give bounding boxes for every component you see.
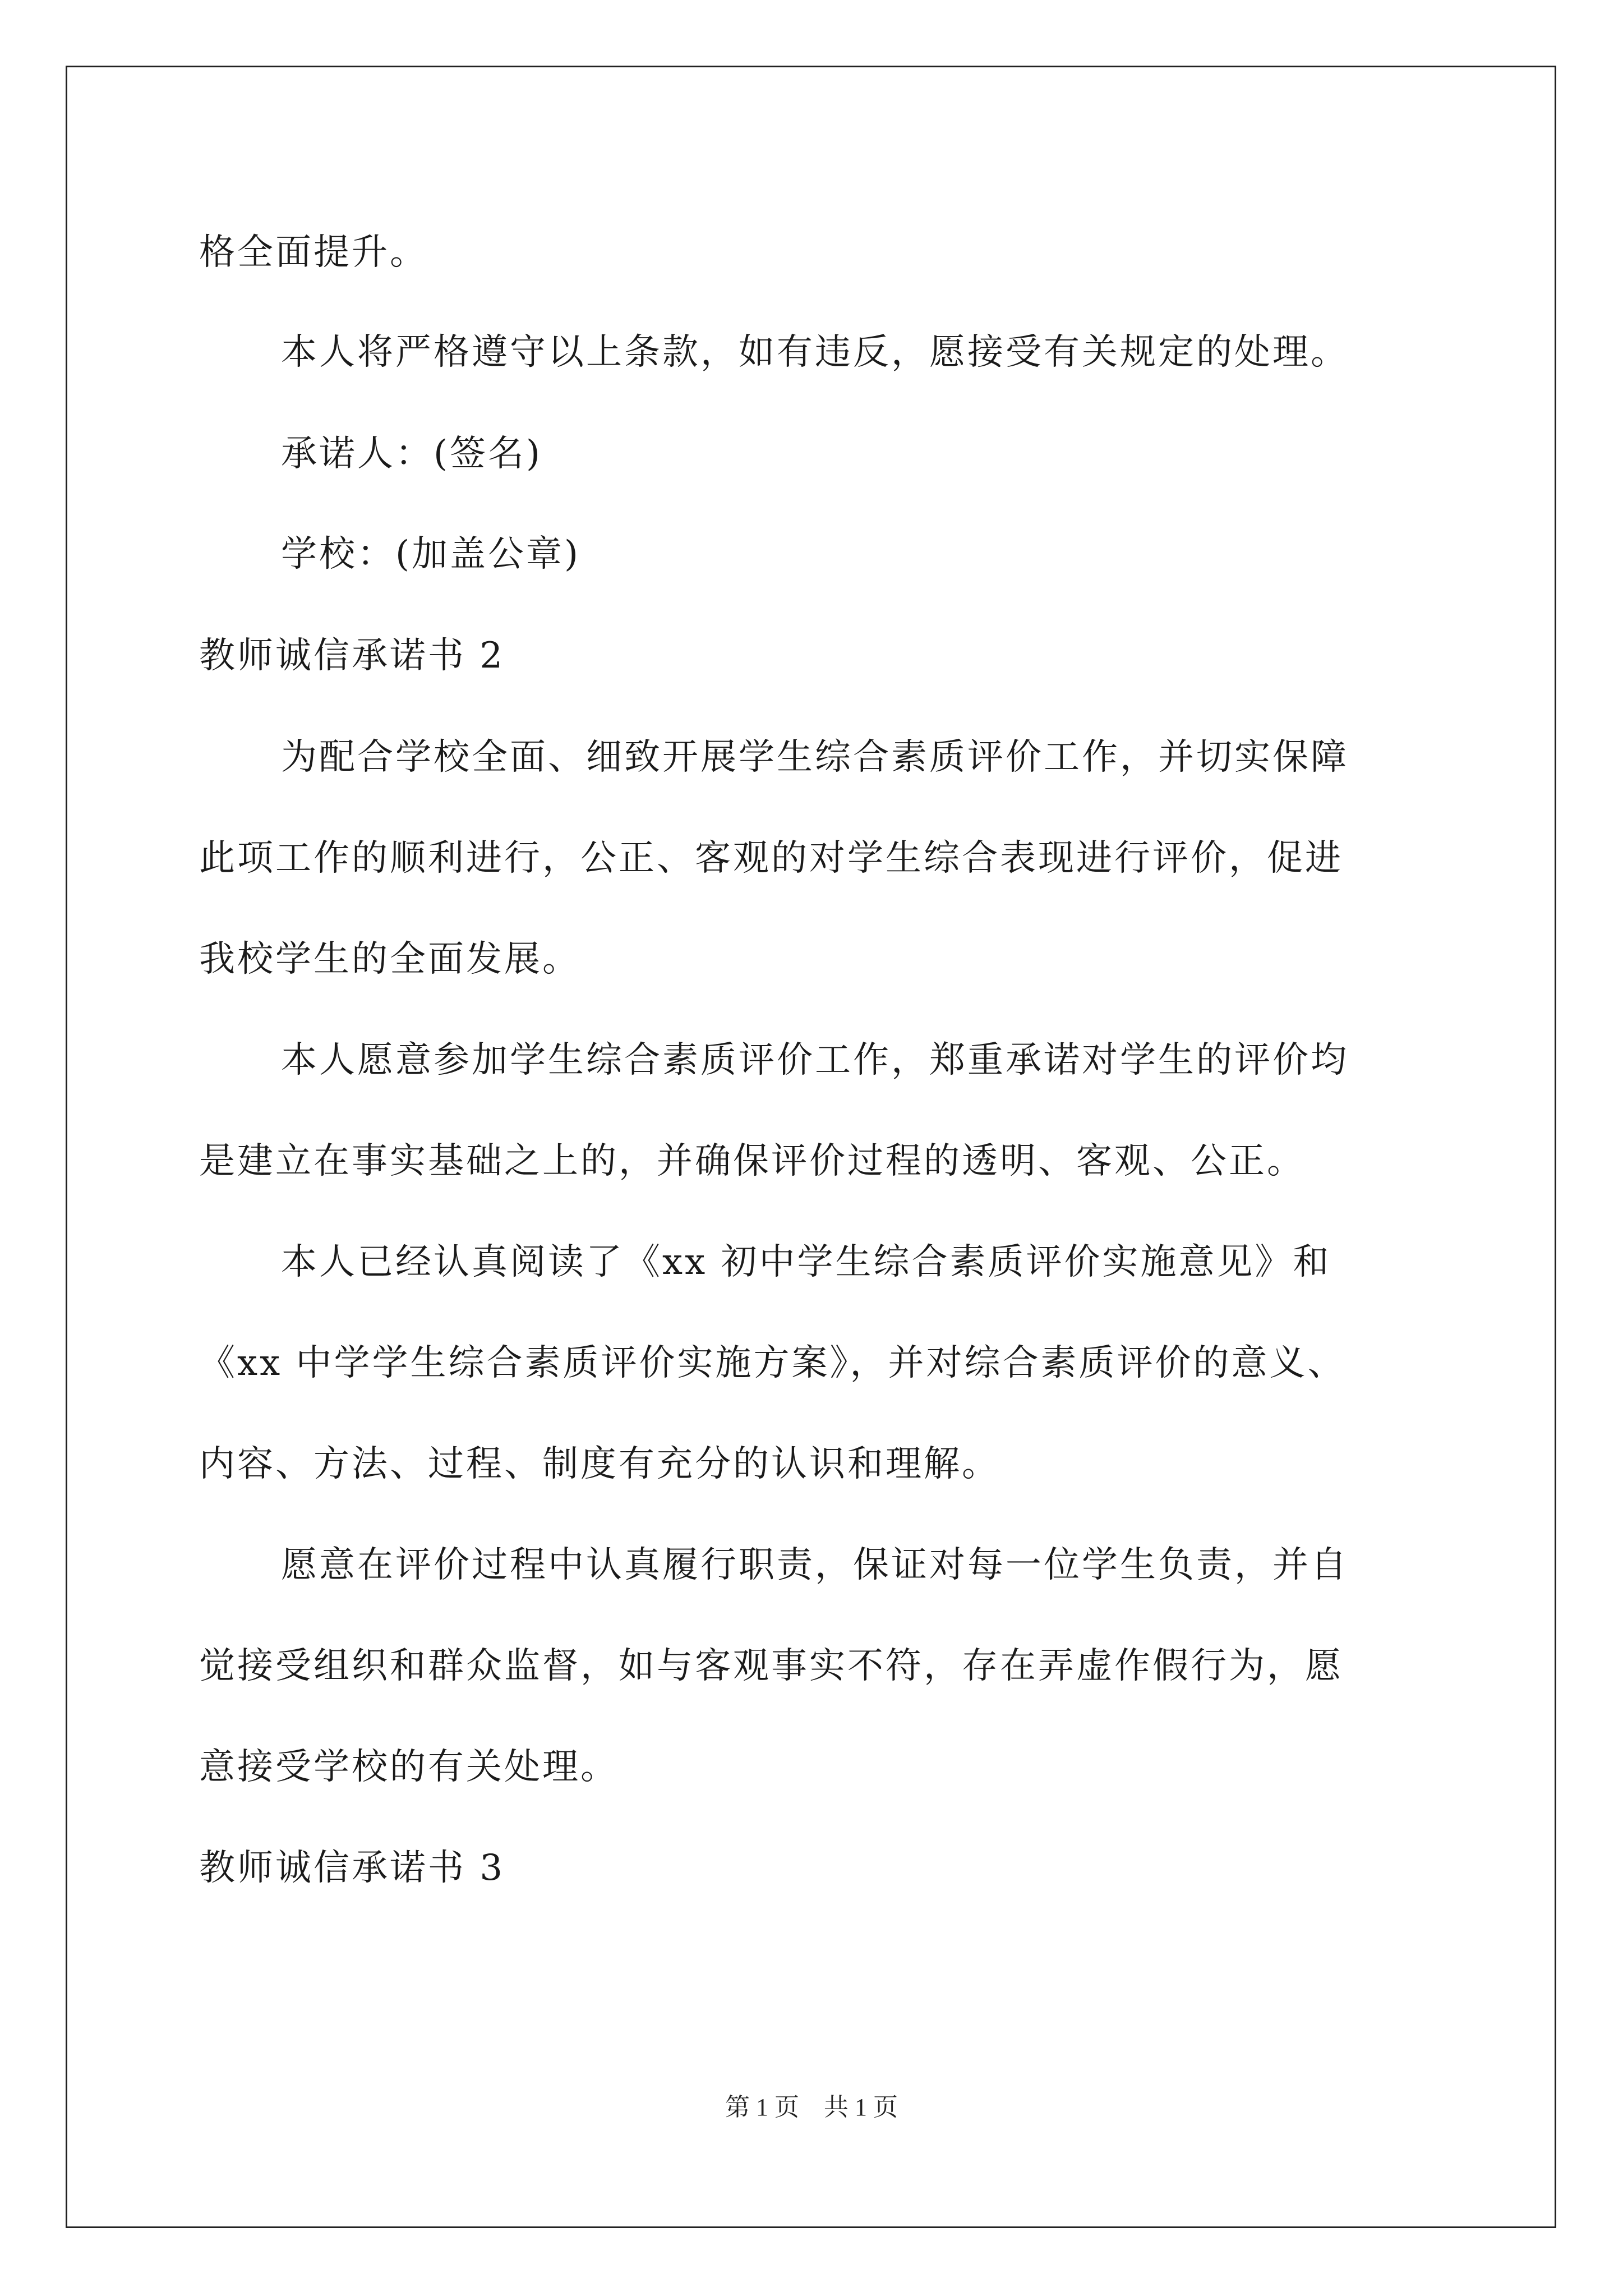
paragraph-line: 是建立在事实基础之上的，并确保评价过程的透明、客观、公正。	[199, 1140, 1305, 1182]
paragraph-line: 我校学生的全面发展。	[199, 938, 580, 980]
paragraph-line: 为配合学校全面、细致开展学生综合素质评价工作，并切实保障	[281, 737, 1349, 778]
paragraph-line: 本人将严格遵守以上条款，如有违反，愿接受有关规定的处理。	[281, 332, 1349, 373]
paragraph-line: 本人愿意参加学生综合素质评价工作，郑重承诺对学生的评价均	[281, 1039, 1349, 1081]
paragraph-line: 内容、方法、过程、制度有充分的认识和理解。	[199, 1443, 1000, 1485]
school-seal-line: 学校：(加盖公章)	[281, 533, 580, 575]
paragraph-line: 格全面提升。	[199, 232, 428, 273]
paragraph-line: 《xx 中学学生综合素质评价实施方案》，并对综合素质评价的意义、	[199, 1342, 1346, 1384]
section-heading: 教师诚信承诺书 2	[199, 635, 505, 677]
signature-line: 承诺人：(签名)	[281, 433, 542, 475]
paragraph-line: 愿意在评价过程中认真履行职责，保证对每一位学生负责，并自	[281, 1544, 1349, 1586]
paragraph-line: 觉接受组织和群众监督，如与客观事实不符，存在弄虚作假行为，愿	[199, 1645, 1343, 1687]
paragraph-line: 此项工作的顺利进行，公正、客观的对学生综合表现进行评价，促进	[199, 838, 1343, 879]
paragraph-line: 意接受学校的有关处理。	[199, 1746, 619, 1788]
section-heading: 教师诚信承诺书 3	[199, 1847, 505, 1889]
page-footer: 第 1 页 共 1 页	[725, 2093, 898, 2121]
paragraph-line: 本人已经认真阅读了《xx 初中学生综合素质评价实施意见》和	[281, 1241, 1331, 1283]
